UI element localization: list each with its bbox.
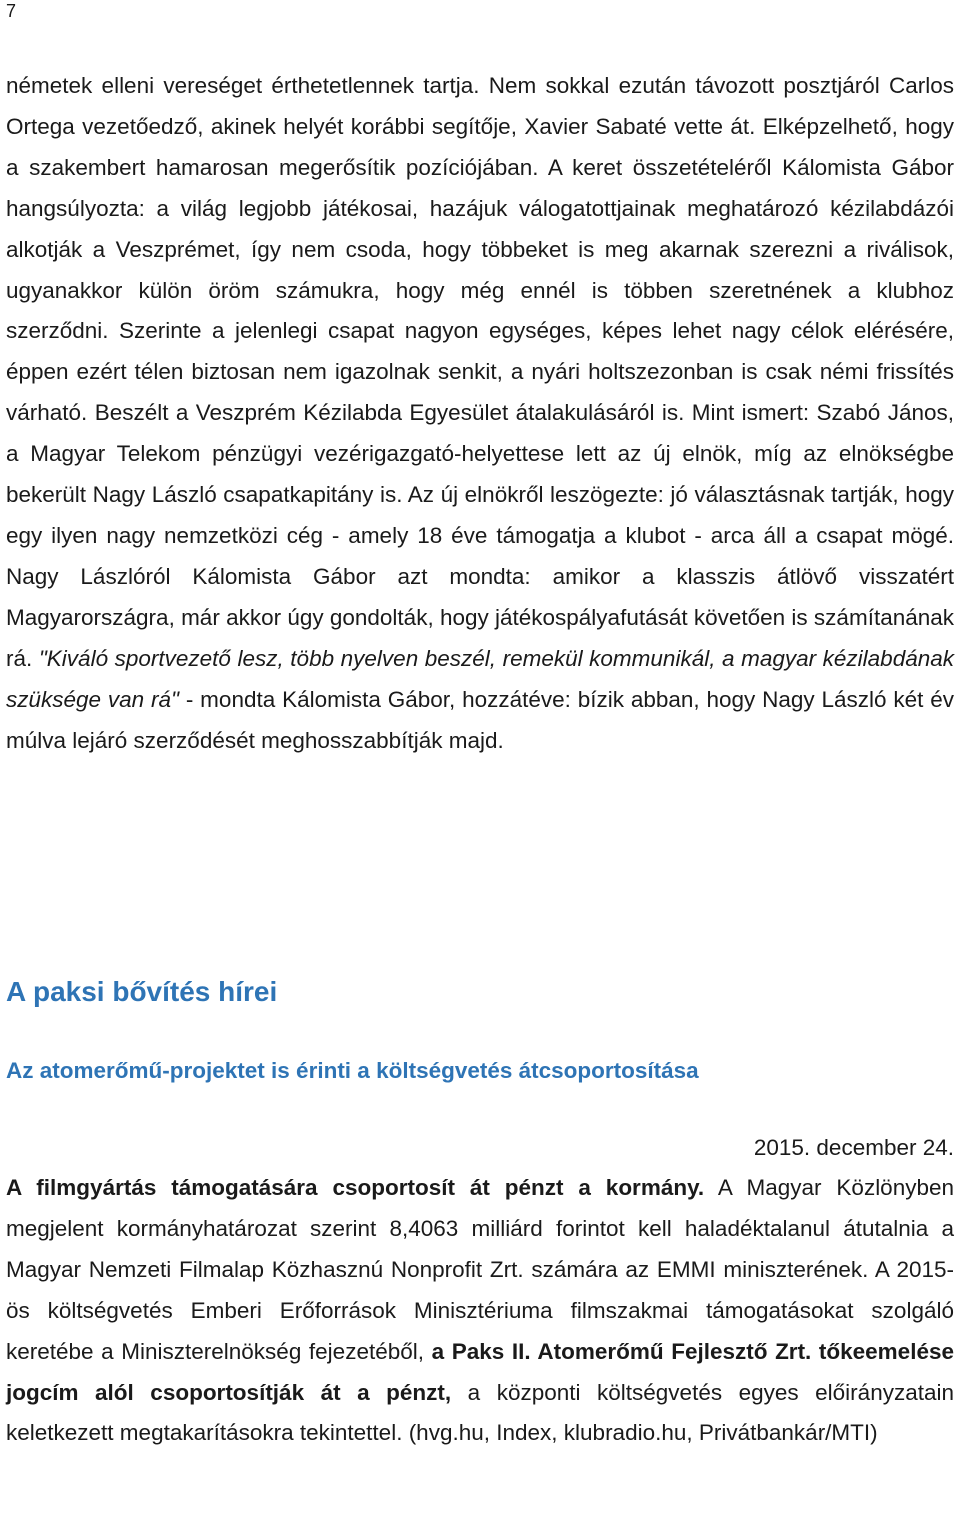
emphasized-text: a Paks II. Atomerőmű Fejlesztő Zrt. tőkeemelése jogcím alól csoportosítják át a pénzt, — [6, 1338, 954, 1405]
article-date: 2015. december 24. — [753, 1135, 954, 1160]
section-heading: A paksi bővítés hírei — [6, 976, 278, 1007]
page-number: 7 — [6, 1, 17, 21]
quote-text: "Kiváló sportvezető lesz, több nyelven beszél, remekül kommunikál, a magyar kézilabdának szüksége van rá" — [6, 645, 954, 712]
paragraph-text: - mondta Kálomista Gábor, hozzátéve: bízik abban, hogy Nagy László két év múlva lejáró szerződését meghosszabbítják majd. — [6, 686, 954, 753]
article-paragraph — [6, 1168, 954, 1454]
lead-sentence: A filmgyártás támogatására csoportosít át pénzt a kormány. — [6, 1175, 705, 1200]
paragraph-text: A Magyar Közlönyben megjelent kormányhatározat szerint 8,4063 milliárd forintot kell haladéktalanul átutalnia a Magyar Nemzeti Filmalap Közhasznú Nonprofit Zrt. számára az EMMI miniszterének. A 2015-ös költségvetés Emberi Erőforrások Minisztériuma filmszakmai támogatásokat szolgáló keretébe a Miniszterelnökség fejezetéből, — [6, 1175, 955, 1364]
article-paragraph — [6, 66, 954, 761]
article-subheading: Az atomerőmű-projektet is érinti a költségvetés átcsoportosítása — [6, 1058, 699, 1083]
paragraph-text: a központi költségvetés egyes előirányzatain keletkezett megtakarításokra tekintettel. (hvg.hu, Index, klubradio.hu, Privátbankár/MTI) — [6, 1379, 954, 1446]
paragraph-text: németek elleni vereséget érthetetlennek tartja. Nem sokkal ezután távozott posztjáról Carlos Ortega vezetőedző, akinek helyét korábbi segítője, Xavier Sabaté vette át. Elképzelhető, hogy a szakembert hamarosan megerősítik pozíciójában. A keret összetételéről Kálomista Gábor hangsúlyozta: a világ legjobb játékosai, hazájuk válogatottjainak meghatározó kézilabdázói alkotják a Veszprémet, így nem csoda, hogy többeket is meg akarnak szerezni a riválisok, ugyanakkor külön öröm számukra, hogy még ennél is többen szeretnének a klubhoz szerződni. Szerinte a jelenlegi csapat nagyon egységes, képes lehet nagy célok elérésére, éppen ezért télen biztosan nem igazolnak senkit, a nyári holtszezonban is csak némi frissítés várható. Beszélt a Veszprém Kézilabda Egyesület átalakulásáról is. Mint ismert: Szabó János, a Magyar Telekom pénzügyi vezérigazgató-helyettese lett az új elnök, míg az elnökségbe bekerült Nagy László csapatkapitány is. Az új elnökről leszögezte: jó választásnak tartják, hogy egy ilyen nagy nemzetközi cég - amely 18 éve támogatja a klubot - arca áll a csapat mögé. Nagy Lászlóról Kálomista Gábor azt mondta: amikor a klasszis átlövő visszatért Magyarországra, már akkor úgy gondolták, hogy játékospályafutását követően is számítanának rá. — [6, 73, 955, 671]
